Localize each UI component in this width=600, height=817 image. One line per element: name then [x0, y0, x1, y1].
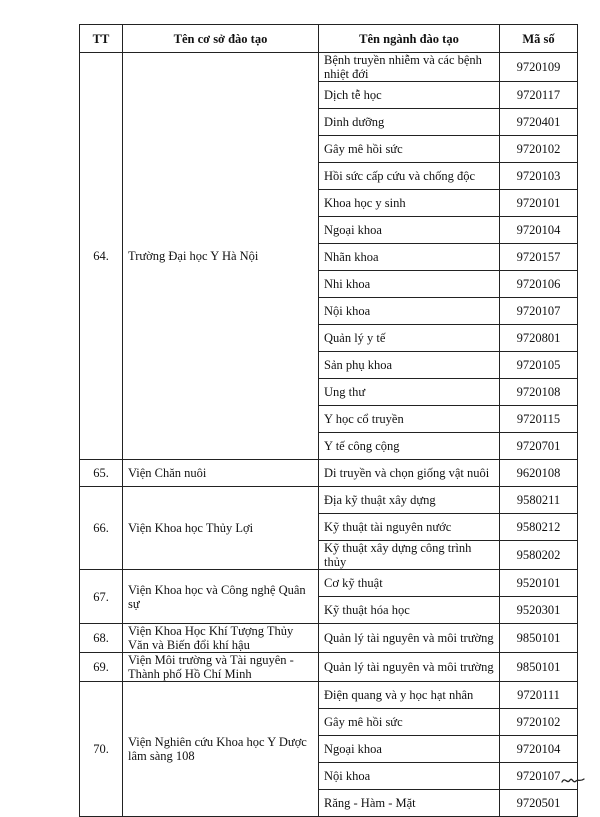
major-name-cell: Răng - Hàm - Mặt — [319, 790, 500, 817]
major-code-cell: 9720401 — [500, 109, 578, 136]
table-body — [80, 53, 578, 817]
major-code-cell: 9720106 — [500, 271, 578, 298]
major-name-cell: Nhi khoa — [319, 271, 500, 298]
major-name-cell: Nội khoa — [319, 763, 500, 790]
major-name-cell: Hồi sức cấp cứu và chống độc — [319, 163, 500, 190]
major-name-cell: Gây mê hồi sức — [319, 709, 500, 736]
institution-cell: Viện Khoa Học Khí Tượng Thủy Văn và Biến đổi khí hậu — [123, 624, 319, 653]
table-row — [80, 624, 578, 653]
major-code-cell: 9720107 — [500, 763, 578, 790]
major-code-cell: 9720103 — [500, 163, 578, 190]
row-number-cell: 65. — [80, 460, 123, 487]
table-row — [80, 53, 578, 82]
row-number-cell: 69. — [80, 653, 123, 682]
institution-cell: Viện Nghiên cứu Khoa học Y Dược lâm sàng 108 — [123, 682, 319, 817]
major-code-cell: 9850101 — [500, 653, 578, 682]
major-name-cell: Gây mê hồi sức — [319, 136, 500, 163]
table-row — [80, 570, 578, 597]
row-number-cell: 70. — [80, 682, 123, 817]
major-name-cell: Khoa học y sinh — [319, 190, 500, 217]
major-name-cell: Quản lý tài nguyên và môi trường — [319, 624, 500, 653]
major-code-cell: 9520301 — [500, 597, 578, 624]
major-name-cell: Kỹ thuật tài nguyên nước — [319, 514, 500, 541]
major-name-cell: Ung thư — [319, 379, 500, 406]
header-tt: TT — [80, 25, 123, 53]
row-number-cell: 67. — [80, 570, 123, 624]
major-code-cell: 9580212 — [500, 514, 578, 541]
institution-cell: Viện Môi trường và Tài nguyên - Thành phố Hồ Chí Minh — [123, 653, 319, 682]
row-number-cell: 68. — [80, 624, 123, 653]
major-code-cell: 9720109 — [500, 53, 578, 82]
major-code-cell: 9720104 — [500, 736, 578, 763]
major-name-cell: Bệnh truyền nhiễm và các bệnh nhiệt đới — [319, 53, 500, 82]
major-name-cell: Nhãn khoa — [319, 244, 500, 271]
major-code-cell: 9720102 — [500, 136, 578, 163]
handwritten-initial-mark — [560, 773, 586, 787]
major-code-cell: 9720107 — [500, 298, 578, 325]
major-name-cell: Kỹ thuật xây dựng công trình thủy — [319, 541, 500, 570]
major-code-cell: 9720157 — [500, 244, 578, 271]
training-programs-table — [79, 24, 578, 817]
table-row — [80, 460, 578, 487]
header-row — [80, 25, 578, 53]
row-number-cell: 66. — [80, 487, 123, 570]
table-row — [80, 682, 578, 709]
major-name-cell: Y tế công cộng — [319, 433, 500, 460]
major-name-cell: Kỹ thuật hóa học — [319, 597, 500, 624]
major-name-cell: Dinh dưỡng — [319, 109, 500, 136]
major-name-cell: Điện quang và y học hạt nhân — [319, 682, 500, 709]
header-institution: Tên cơ sở đào tạo — [123, 25, 319, 53]
table-row — [80, 487, 578, 514]
major-code-cell: 9850101 — [500, 624, 578, 653]
institution-cell: Trường Đại học Y Hà Nội — [123, 53, 319, 460]
major-code-cell: 9580211 — [500, 487, 578, 514]
major-name-cell: Ngoại khoa — [319, 217, 500, 244]
major-name-cell: Nội khoa — [319, 298, 500, 325]
major-name-cell: Quản lý tài nguyên và môi trường — [319, 653, 500, 682]
major-name-cell: Cơ kỹ thuật — [319, 570, 500, 597]
major-name-cell: Địa kỹ thuật xây dựng — [319, 487, 500, 514]
major-code-cell: 9720105 — [500, 352, 578, 379]
major-name-cell: Quản lý y tế — [319, 325, 500, 352]
institution-cell: Viện Khoa học Thủy Lợi — [123, 487, 319, 570]
major-code-cell: 9720501 — [500, 790, 578, 817]
major-code-cell: 9620108 — [500, 460, 578, 487]
major-code-cell: 9720115 — [500, 406, 578, 433]
major-code-cell: 9720701 — [500, 433, 578, 460]
major-code-cell: 9720102 — [500, 709, 578, 736]
header-code: Mã số — [500, 25, 578, 53]
major-name-cell: Ngoại khoa — [319, 736, 500, 763]
institution-cell: Viện Khoa học và Công nghệ Quân sự — [123, 570, 319, 624]
row-number-cell: 64. — [80, 53, 123, 460]
major-name-cell: Y học cổ truyền — [319, 406, 500, 433]
major-code-cell: 9720117 — [500, 82, 578, 109]
table-row — [80, 653, 578, 682]
major-name-cell: Sản phụ khoa — [319, 352, 500, 379]
institution-cell: Viện Chăn nuôi — [123, 460, 319, 487]
major-name-cell: Dịch tễ học — [319, 82, 500, 109]
major-code-cell: 9720101 — [500, 190, 578, 217]
major-code-cell: 9720108 — [500, 379, 578, 406]
major-code-cell: 9520101 — [500, 570, 578, 597]
header-major: Tên ngành đào tạo — [319, 25, 500, 53]
major-code-cell: 9720801 — [500, 325, 578, 352]
major-name-cell: Di truyền và chọn giống vật nuôi — [319, 460, 500, 487]
major-code-cell: 9580202 — [500, 541, 578, 570]
major-code-cell: 9720104 — [500, 217, 578, 244]
major-code-cell: 9720111 — [500, 682, 578, 709]
